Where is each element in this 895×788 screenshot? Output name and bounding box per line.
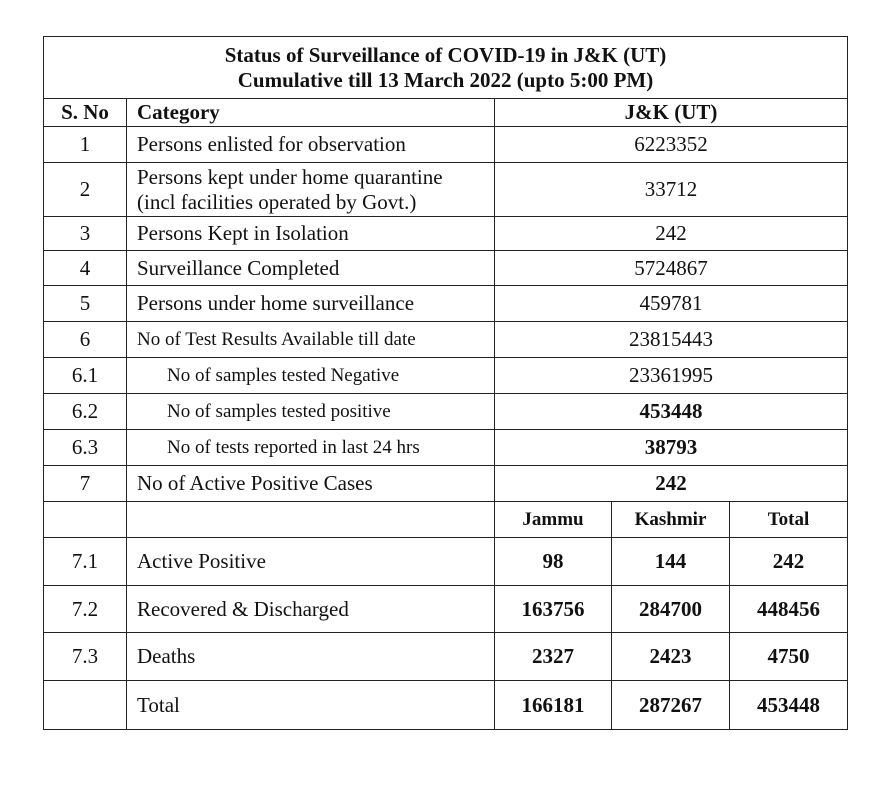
- row-sno: 6.2: [44, 394, 127, 430]
- row-value: 38793: [495, 430, 848, 466]
- split-row-total: 448456: [730, 586, 848, 633]
- split-row-sno: 7.3: [44, 633, 127, 681]
- row-value: 459781: [495, 286, 848, 322]
- split-row-total: 453448: [730, 681, 848, 730]
- row-value: 242: [495, 217, 848, 251]
- table-row: [44, 127, 848, 163]
- split-header-total: Total: [730, 502, 848, 538]
- split-header-jammu: Jammu: [495, 502, 612, 538]
- surveillance-table: [43, 36, 848, 730]
- row-sno: 2: [44, 163, 127, 217]
- row-category: Surveillance Completed: [127, 251, 495, 286]
- split-row-jammu: 163756: [495, 586, 612, 633]
- header-region: J&K (UT): [495, 99, 848, 127]
- table-row: [44, 394, 848, 430]
- row-value: 453448: [495, 394, 848, 430]
- row-category: No of Test Results Available till date: [127, 322, 495, 358]
- split-total-row: [44, 681, 848, 730]
- split-row-sno: 7.2: [44, 586, 127, 633]
- split-header-blank-category: [127, 502, 495, 538]
- split-row-category: Deaths: [127, 633, 495, 681]
- header-category: Category: [127, 99, 495, 127]
- row-sno: 6.3: [44, 430, 127, 466]
- row-sno: 5: [44, 286, 127, 322]
- row-value: 23361995: [495, 358, 848, 394]
- table-row: [44, 286, 848, 322]
- table-row: [44, 217, 848, 251]
- split-row-category: Active Positive: [127, 538, 495, 586]
- split-row: [44, 586, 848, 633]
- row-sno: 3: [44, 217, 127, 251]
- split-header-blank-sno: [44, 502, 127, 538]
- row-value: 5724867: [495, 251, 848, 286]
- row-sno: 7: [44, 466, 127, 502]
- split-row-jammu: 2327: [495, 633, 612, 681]
- split-row: [44, 538, 848, 586]
- table-row: [44, 163, 848, 217]
- row-category: Persons Kept in Isolation: [127, 217, 495, 251]
- row-category: Persons under home surveillance: [127, 286, 495, 322]
- table-title: [44, 37, 848, 99]
- split-row-kashmir: 284700: [612, 586, 730, 633]
- table-header-row: [44, 99, 848, 127]
- split-row-jammu: 166181: [495, 681, 612, 730]
- split-header-row: [44, 502, 848, 538]
- split-row-sno: [44, 681, 127, 730]
- split-row-kashmir: 144: [612, 538, 730, 586]
- split-row-kashmir: 287267: [612, 681, 730, 730]
- table-row: [44, 322, 848, 358]
- split-row-jammu: 98: [495, 538, 612, 586]
- split-header-kashmir: Kashmir: [612, 502, 730, 538]
- header-sno: S. No: [44, 99, 127, 127]
- row-sno: 6.1: [44, 358, 127, 394]
- table-row: [44, 466, 848, 502]
- split-row-sno: 7.1: [44, 538, 127, 586]
- table-row: [44, 430, 848, 466]
- table-row: [44, 358, 848, 394]
- row-category: Persons enlisted for observation: [127, 127, 495, 163]
- row-sno: 4: [44, 251, 127, 286]
- row-category-line-1: Persons kept under home quarantine: [137, 165, 443, 190]
- title-line-1: Status of Surveillance of COVID-19 in J&K (UT): [224, 43, 667, 68]
- split-row: [44, 633, 848, 681]
- row-category-line-2: (incl facilities operated by Govt.): [137, 189, 417, 214]
- split-row-kashmir: 2423: [612, 633, 730, 681]
- split-row-category: Total: [127, 681, 495, 730]
- split-row-total: 4750: [730, 633, 848, 681]
- row-category: No of samples tested positive: [127, 394, 495, 430]
- split-row-total: 242: [730, 538, 848, 586]
- title-line-2: Cumulative till 13 March 2022 (upto 5:00 PM): [237, 67, 654, 92]
- row-value: 33712: [495, 163, 848, 217]
- row-category: [127, 163, 495, 217]
- row-category: No of tests reported in last 24 hrs: [127, 430, 495, 466]
- split-row-category: Recovered & Discharged: [127, 586, 495, 633]
- row-sno: 1: [44, 127, 127, 163]
- row-category: No of samples tested Negative: [127, 358, 495, 394]
- row-value: 242: [495, 466, 848, 502]
- table-row: [44, 251, 848, 286]
- row-category: No of Active Positive Cases: [127, 466, 495, 502]
- row-value: 6223352: [495, 127, 848, 163]
- row-value: 23815443: [495, 322, 848, 358]
- row-sno: 6: [44, 322, 127, 358]
